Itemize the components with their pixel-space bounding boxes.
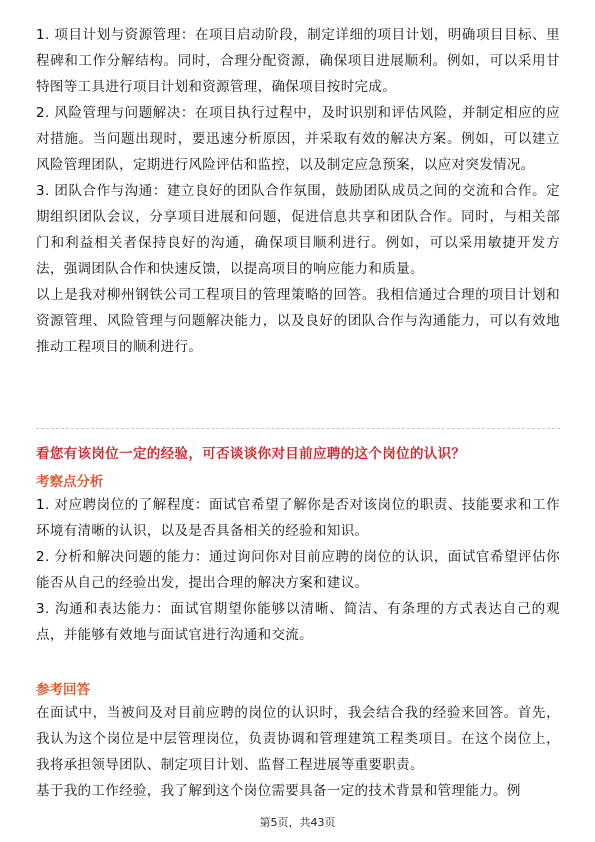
- analysis-section: [36, 492, 560, 648]
- interview-question: 看您有该岗位一定的经验，可否谈谈你对目前应聘的这个岗位的认识？: [36, 446, 466, 462]
- analysis-heading: 考察点分析: [36, 474, 104, 490]
- strategy-item-1: 1. 项目计划与资源管理：在项目启动阶段，制定详细的项目计划，明确项目目标、里程碑和工作分解结构。同时，合理分配资源，确保项目进展顺利。例如，可以采用甘特图等工具进行项目计划和资源管理，确保项目按时完成。: [36, 27, 560, 95]
- analysis-item-3: 3. 沟通和表达能力：面试官期望你能够以清晰、简洁、有条理的方式表达自己的观点，并能够有效地与面试官进行沟通和交流。: [36, 601, 560, 643]
- strategy-conclusion: 以上是我对柳州钢铁公司工程项目的管理策略的回答。我相信通过合理的项目计划和资源管理、风险管理与问题解决能力，以及良好的团队合作与沟通能力，可以有效地推动工程项目的顺利进行。: [36, 287, 560, 355]
- page-number-footer: 第5页，共43页: [259, 816, 336, 829]
- answer-section: [36, 700, 560, 804]
- strategy-section: [36, 22, 560, 360]
- analysis-item-1: 1. 对应聘岗位的了解程度：面试官希望了解你是否对该岗位的职责、技能要求和工作环境有清晰的认识，以及是否具备相关的经验和知识。: [36, 497, 560, 539]
- strategy-item-3: 3. 团队合作与沟通：建立良好的团队合作氛围，鼓励团队成员之间的交流和合作。定期组织团队会议，分享项目进展和问题，促进信息共享和团队合作。同时，与相关部门和利益相关者保持良好的沟通，确保项目顺利进行。例如，可以采用敏捷开发方法，强调团队合作和快速反馈，以提高项目的响应能力和质量。: [36, 183, 560, 277]
- answer-paragraph-1: 在面试中，当被问及对目前应聘的岗位的认识时，我会结合我的经验来回答。首先，我认为这个岗位是中层管理岗位，负责协调和管理建筑工程类项目。在这个岗位上，我将承担领导团队、制定项目计划、监督工程进展等重要职责。: [36, 705, 560, 773]
- section-divider: [36, 428, 560, 429]
- strategy-item-2: 2. 风险管理与问题解决：在项目执行过程中，及时识别和评估风险，并制定相应的应对措施。当问题出现时，要迅速分析原因，并采取有效的解决方案。例如，可以建立风险管理团队，定期进行风险评估和监控，以及制定应急预案，以应对突发情况。: [36, 105, 560, 173]
- analysis-item-2: 2. 分析和解决问题的能力：通过询问你对目前应聘的岗位的认识，面试官希望评估你能否从自己的经验出发，提出合理的解决方案和建议。: [36, 549, 560, 591]
- answer-paragraph-2: 基于我的工作经验，我了解到这个岗位需要具备一定的技术背景和管理能力。例: [36, 783, 521, 799]
- answer-heading: 参考回答: [36, 682, 90, 698]
